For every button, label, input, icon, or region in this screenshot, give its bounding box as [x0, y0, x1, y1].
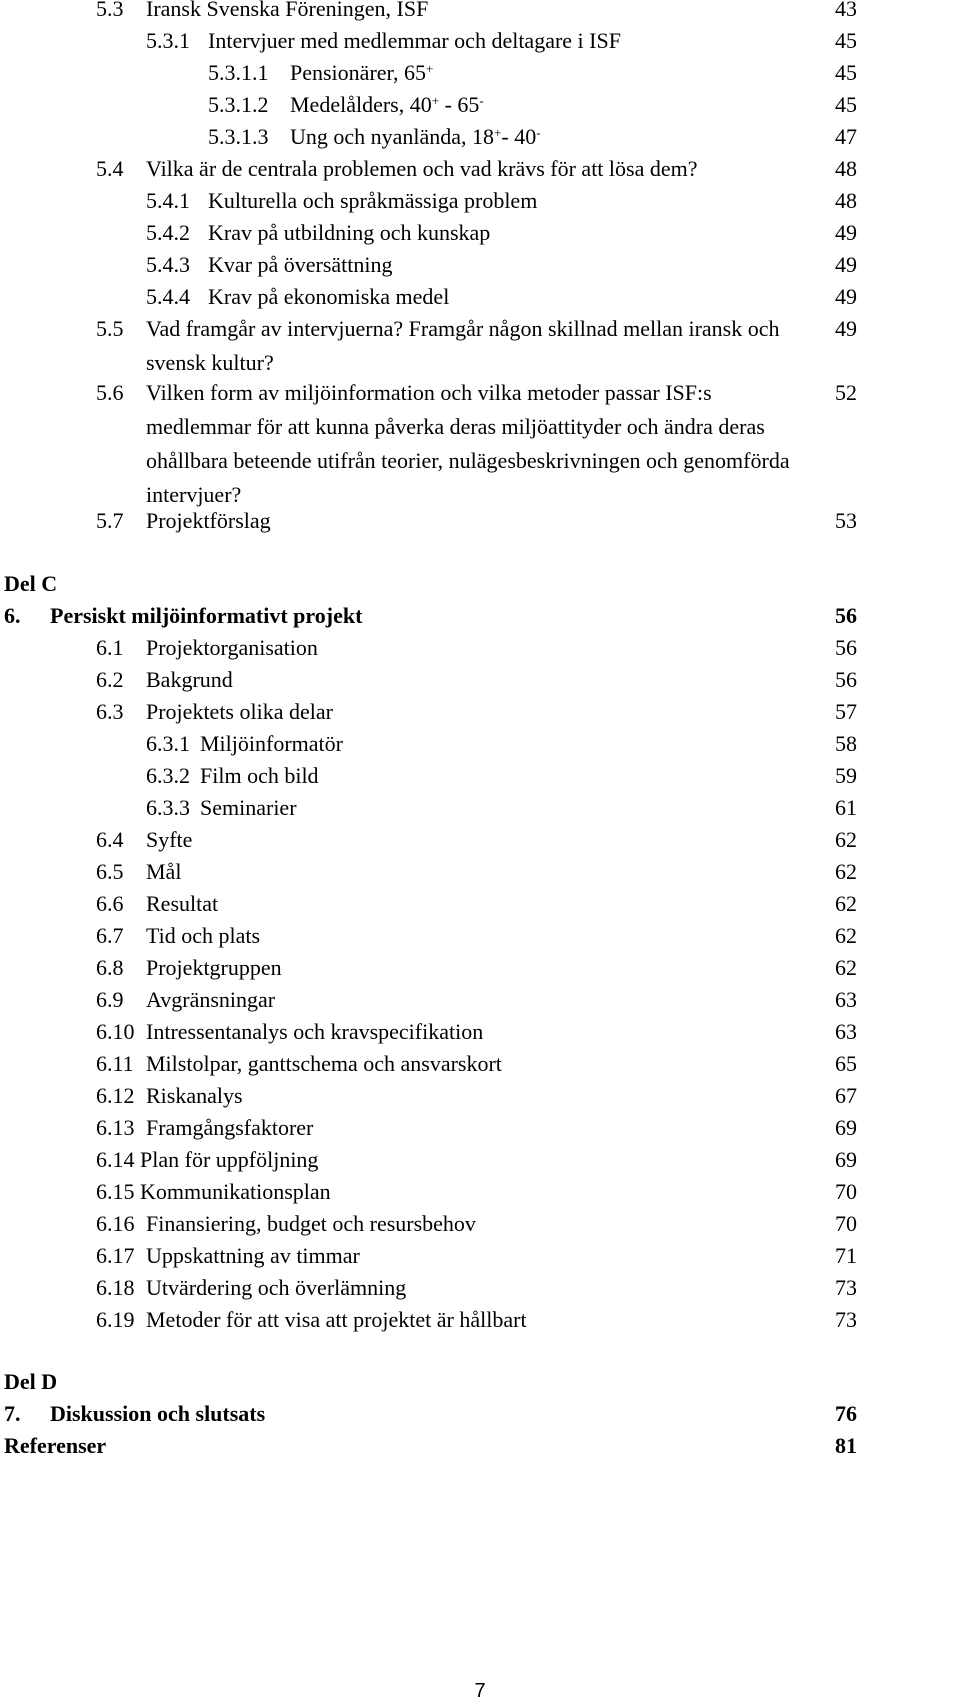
toc-page: 47: [835, 124, 857, 149]
toc-page: 70: [835, 1211, 857, 1236]
toc-title: Plan för uppföljning: [140, 1147, 319, 1172]
toc-number: 5.3.1.3: [208, 124, 269, 149]
toc-number: 6.: [4, 603, 21, 628]
toc-title: Kommunikationsplan: [140, 1179, 331, 1204]
toc-page: 56: [835, 603, 857, 628]
toc-number: 5.4.2: [146, 220, 190, 245]
toc-page: 59: [835, 763, 857, 788]
toc-page: 56: [835, 667, 857, 692]
toc-title: Utvärdering och överlämning: [146, 1275, 407, 1300]
toc-page: 58: [835, 731, 857, 756]
toc-title: Referenser: [4, 1433, 107, 1458]
toc-title: Medelålders, 40+ - 65-: [290, 92, 484, 117]
toc-page: 73: [835, 1275, 857, 1300]
toc-page: 81: [835, 1433, 857, 1458]
toc-number: 5.4.3: [146, 252, 190, 277]
section-heading: Del D: [4, 1369, 58, 1394]
toc-title: Diskussion och slutsats: [50, 1401, 266, 1426]
toc-title: Bakgrund: [146, 667, 233, 692]
toc-number: 5.4.1: [146, 188, 190, 213]
toc-title: Seminarier: [200, 795, 297, 820]
toc-page: 61: [835, 795, 857, 820]
toc-title: Projektorganisation: [146, 635, 318, 660]
toc-title: Milstolpar, ganttschema och ansvarskort: [146, 1051, 502, 1076]
toc-page: 48: [835, 156, 857, 181]
toc-page: 49: [835, 284, 857, 309]
toc-number: 6.7: [96, 923, 124, 948]
toc-title: Vilken form av miljöinformation och vilka metoder passar ISF:s medlemmar för att kunna påverka deras miljöattityder och ändra deras ohållbara beteende utifrån teorier, nulägesbeskrivningen och genomförda intervjuer?: [146, 380, 790, 507]
toc-page: 49: [835, 316, 857, 341]
toc-number: 6.8: [96, 955, 124, 980]
toc-title: Framgångsfaktorer: [146, 1115, 314, 1140]
toc-title: Metoder för att visa att projektet är hållbart: [146, 1307, 527, 1332]
toc-number: 6.14: [96, 1147, 135, 1172]
toc-number: 6.16: [96, 1211, 135, 1236]
toc-page: 70: [835, 1179, 857, 1204]
toc-number: 6.3.1: [146, 731, 190, 756]
toc-page: 67: [835, 1083, 857, 1108]
toc-number: 5.4: [96, 156, 124, 181]
toc-number: 5.7: [96, 508, 124, 533]
toc-number: 6.1: [96, 635, 124, 660]
toc-number: 6.12: [96, 1083, 135, 1108]
toc-page: 76: [835, 1401, 857, 1426]
toc-page: 45: [835, 28, 857, 53]
toc-number: 6.19: [96, 1307, 135, 1332]
toc-page: 73: [835, 1307, 857, 1332]
toc-number: 6.6: [96, 891, 124, 916]
toc-number: 6.9: [96, 987, 124, 1012]
toc-title: Projektförslag: [146, 508, 271, 533]
toc-number: 6.15: [96, 1179, 135, 1204]
toc-title: Ung och nyanlända, 18+- 40-: [290, 124, 541, 149]
toc-number: 6.2: [96, 667, 124, 692]
toc-page: 52: [835, 380, 857, 405]
toc-number: 6.17: [96, 1243, 135, 1268]
toc-title: Iransk Svenska Föreningen, ISF: [146, 0, 429, 21]
toc-number: 5.3.1: [146, 28, 190, 53]
toc-title: Pensionärer, 65+: [290, 60, 434, 85]
toc-title: Syfte: [146, 827, 193, 852]
toc-number: 5.3.1.1: [208, 60, 269, 85]
toc-page: 49: [835, 252, 857, 277]
toc-page: 65: [835, 1051, 857, 1076]
toc-page: 69: [835, 1147, 857, 1172]
toc-number: 6.3: [96, 699, 124, 724]
toc-page: 49: [835, 220, 857, 245]
section-heading: Del C: [4, 571, 58, 596]
toc-title: Mål: [146, 859, 182, 884]
toc-title: Kulturella och språkmässiga problem: [208, 188, 538, 213]
toc-number: 5.3: [96, 0, 124, 21]
toc-title: Krav på ekonomiska medel: [208, 284, 450, 309]
toc-page: 62: [835, 859, 857, 884]
toc-title: Finansiering, budget och resursbehov: [146, 1211, 476, 1236]
toc-number: 6.5: [96, 859, 124, 884]
toc-title: Intervjuer med medlemmar och deltagare i ISF: [208, 28, 621, 53]
toc-title: Persiskt miljöinformativt projekt: [50, 603, 363, 628]
toc-number: 5.5: [96, 316, 124, 341]
toc-title: Tid och plats: [146, 923, 261, 948]
toc-title: Vad framgår av intervjuerna? Framgår någon skillnad mellan iransk och svensk kultur?: [146, 316, 780, 375]
toc-title: Avgränsningar: [146, 987, 276, 1012]
toc-page: 43: [835, 0, 857, 21]
toc-number: 6.11: [96, 1051, 134, 1076]
toc-title: Krav på utbildning och kunskap: [208, 220, 491, 245]
toc-page: 62: [835, 891, 857, 916]
toc-page: 63: [835, 987, 857, 1012]
toc-title: Kvar på översättning: [208, 252, 393, 277]
toc-title: Uppskattning av timmar: [146, 1243, 360, 1268]
toc-number: 6.13: [96, 1115, 135, 1140]
toc-page: 62: [835, 827, 857, 852]
toc-page: 45: [835, 92, 857, 117]
toc-page: 53: [835, 508, 857, 533]
toc-page: 48: [835, 188, 857, 213]
toc-title: Vilka är de centrala problemen och vad krävs för att lösa dem?: [146, 156, 698, 181]
toc-title: Resultat: [146, 891, 219, 916]
toc-page: 71: [835, 1243, 857, 1268]
toc-title: Riskanalys: [146, 1083, 243, 1108]
toc-page: 56: [835, 635, 857, 660]
toc-number: 6.3.2: [146, 763, 190, 788]
toc-page: 57: [835, 699, 857, 724]
toc-page: 62: [835, 923, 857, 948]
toc-number: 5.6: [96, 380, 124, 405]
toc-title: Intressentanalys och kravspecifikation: [146, 1019, 484, 1044]
toc-page: 63: [835, 1019, 857, 1044]
toc-title: Film och bild: [200, 763, 319, 788]
toc-number: 5.3.1.2: [208, 92, 269, 117]
page-number: 7: [474, 1680, 486, 1702]
toc-page: 62: [835, 955, 857, 980]
toc-number: 6.3.3: [146, 795, 190, 820]
toc-title: Miljöinformatör: [200, 731, 343, 756]
toc-number: 6.4: [96, 827, 124, 852]
toc-title: Projektets olika delar: [146, 699, 333, 724]
toc-number: 6.18: [96, 1275, 135, 1300]
toc-number: 5.4.4: [146, 284, 190, 309]
toc-page: 69: [835, 1115, 857, 1140]
toc-page: 45: [835, 60, 857, 85]
toc-title: Projektgruppen: [146, 955, 282, 980]
toc-number: 6.10: [96, 1019, 135, 1044]
toc-number: 7.: [4, 1401, 21, 1426]
